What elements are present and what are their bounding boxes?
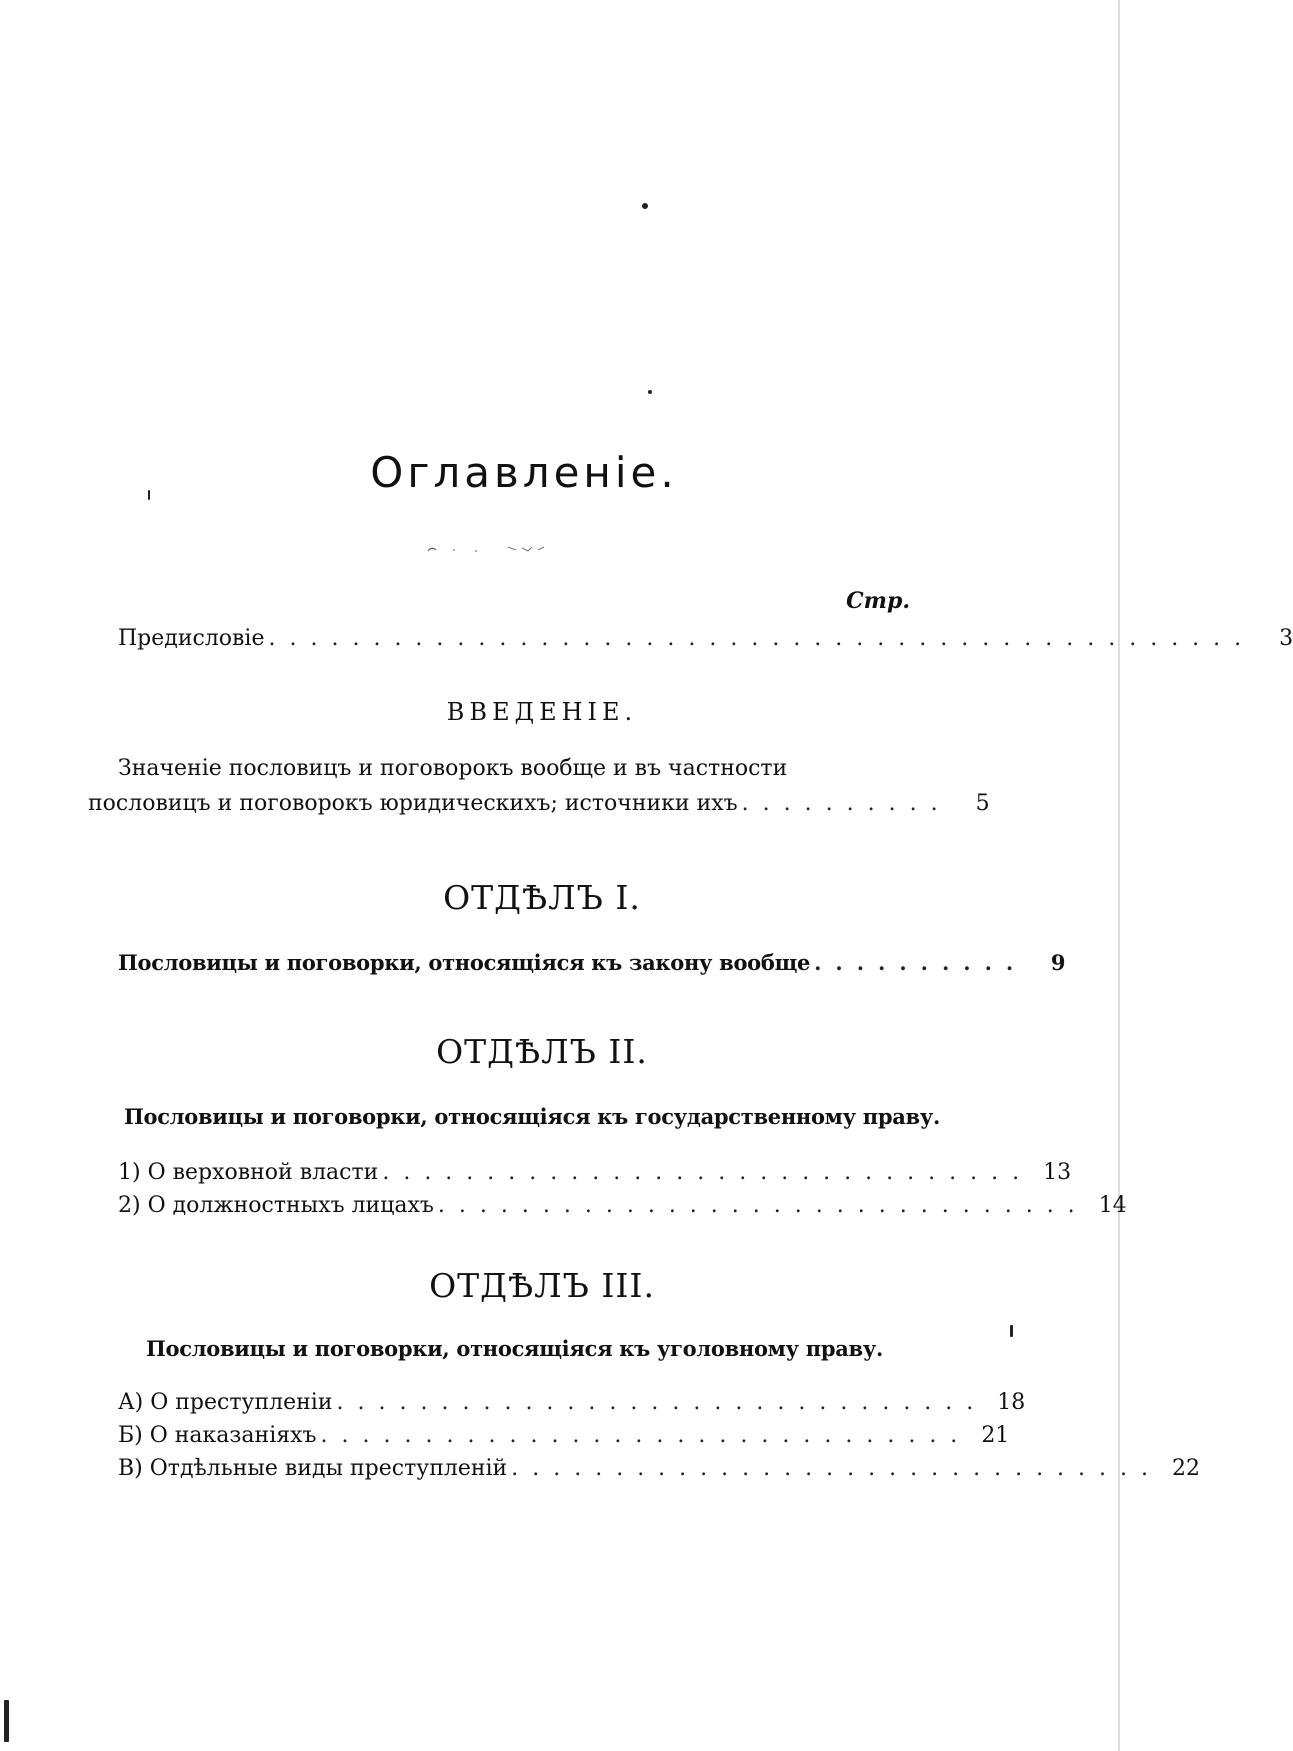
- toc-entry-part-3-item-2[interactable]: [118, 1423, 1010, 1448]
- part-3-heading: ОТДѢЛЪ III.: [429, 1266, 655, 1305]
- part-2-subtitle: Пословицы и поговорки, относящіяся къ государственному праву.: [124, 1104, 940, 1129]
- scan-speck: [642, 203, 648, 209]
- toc-entry-part-3-item-1[interactable]: [118, 1390, 1026, 1415]
- leader-dots: ...............................: [511, 1456, 1163, 1481]
- toc-entry-page: 22: [1172, 1456, 1201, 1481]
- toc-entry-label: Предисловіе: [118, 626, 265, 651]
- toc-entry-label: Пословицы и поговорки, относящіяся къ закону вообще: [118, 950, 811, 975]
- toc-entry-page: 9: [1050, 950, 1066, 975]
- toc-entry-introduction[interactable]: [88, 791, 990, 816]
- toc-entry-page: 5: [975, 791, 990, 816]
- introduction-heading: ВВЕДЕНІЕ.: [446, 698, 638, 726]
- introduction-line-1: Значеніе пословицъ и поговорокъ вообще и въ частности: [118, 756, 788, 781]
- leader-dots: ...............................: [336, 1390, 988, 1415]
- toc-entry-label: 1) О верховной власти: [118, 1160, 379, 1185]
- scan-speck: [4, 1700, 9, 1742]
- toc-entry-part-3-item-3[interactable]: [118, 1456, 1201, 1481]
- leader-dots: ..........: [741, 791, 952, 816]
- toc-entry-page: 3: [1279, 626, 1293, 651]
- page-column-label: Стр.: [846, 588, 910, 614]
- toc-entry-preface[interactable]: [118, 626, 1293, 651]
- scan-speck: [1010, 1325, 1013, 1337]
- toc-entry-label: Б) О наказаніяхъ: [118, 1423, 317, 1448]
- part-3-subtitle: Пословицы и поговорки, относящіяся къ уголовному праву.: [146, 1336, 883, 1361]
- leader-dots: ...............................: [437, 1193, 1089, 1218]
- toc-entry-part-2-item-1[interactable]: [118, 1160, 1072, 1185]
- toc-entry-page: 18: [997, 1390, 1026, 1415]
- toc-entry-label: 2) О должностныхъ лицахъ: [118, 1193, 434, 1218]
- leader-dots: ...............................: [320, 1423, 972, 1448]
- toc-entry-page: 21: [981, 1423, 1010, 1448]
- toc-entry-part-2-item-2[interactable]: [118, 1193, 1127, 1218]
- page-title: Оглавленіе.: [370, 448, 678, 497]
- toc-entry-label: А) О преступленіи: [118, 1390, 333, 1415]
- leader-dots: ...............................................: [268, 626, 1256, 651]
- toc-entry-page: 14: [1098, 1193, 1127, 1218]
- toc-entry-part-1[interactable]: [118, 950, 1066, 975]
- leader-dots: ...............................: [382, 1160, 1034, 1185]
- part-1-heading: ОТДѢЛЪ I.: [443, 878, 641, 917]
- part-2-heading: ОТДѢЛЪ II.: [436, 1032, 648, 1071]
- scan-speck: [1118, 0, 1120, 1751]
- leader-dots: ..........: [814, 950, 1028, 975]
- toc-entry-label: В) Отдѣльные виды преступленій: [118, 1456, 508, 1481]
- ornament-divider: [424, 542, 564, 556]
- scan-speck: [648, 390, 652, 394]
- toc-entry-page: 13: [1043, 1160, 1072, 1185]
- toc-entry-label: пословицъ и поговорокъ юридическихъ; источники ихъ: [88, 791, 738, 816]
